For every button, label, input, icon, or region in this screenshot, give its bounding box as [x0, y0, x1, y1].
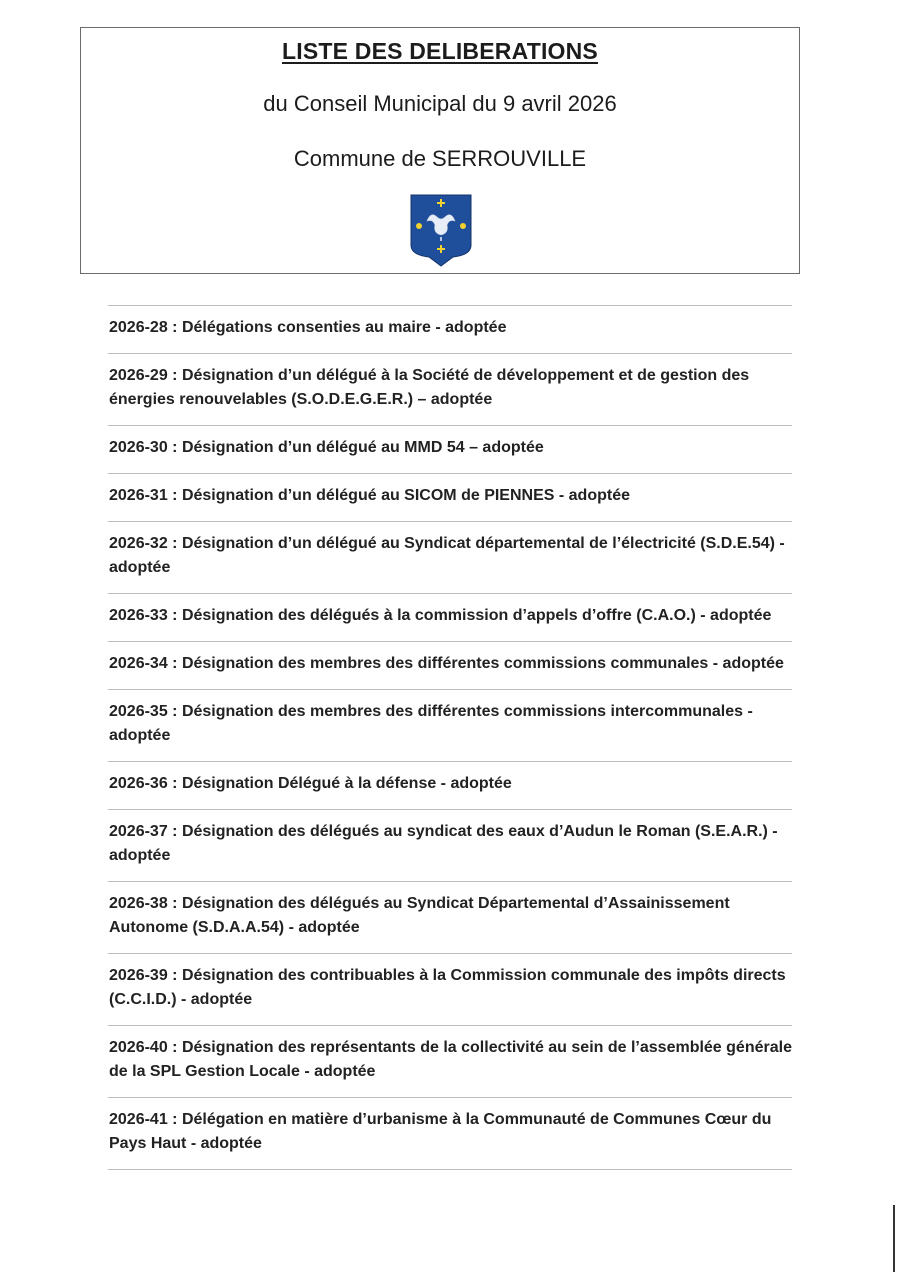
deliberation-item [108, 762, 792, 809]
coat-of-arms-icon [409, 193, 473, 267]
deliberation-text: 2026-35 : Désignation des membres des différentes commissions intercommunales - adoptée [109, 703, 753, 744]
commune-name: Commune de SERROUVILLE [293, 146, 587, 171]
document-title: LISTE DES DELIBERATIONS [282, 38, 598, 64]
deliberation-text: 2026-33 : Désignation des délégués à la commission d’appels d’offre (C.A.O.) - adoptée [109, 607, 772, 624]
council-date: du Conseil Municipal du 9 avril 2026 [263, 91, 617, 116]
deliberation-item [108, 810, 792, 881]
deliberation-item [108, 522, 792, 593]
deliberation-text: 2026-39 : Désignation des contribuables à la Commission communale des impôts directs (C.C.I.D.) - adoptée [109, 967, 786, 1008]
deliberation-item [108, 882, 792, 953]
deliberation-text: 2026-38 : Désignation des délégués au Syndicat Départemental d’Assainissement Autonome (S.D.A.A.54) - adoptée [109, 895, 730, 936]
deliberation-text: 2026-30 : Désignation d’un délégué au MMD 54 – adoptée [109, 439, 544, 456]
divider [108, 1169, 792, 1170]
deliberation-item [108, 1098, 792, 1169]
deliberation-item [108, 306, 792, 353]
header-box [80, 27, 800, 274]
deliberation-text: 2026-32 : Désignation d’un délégué au Syndicat départemental de l’électricité (S.D.E.54) - adoptée [109, 535, 785, 576]
deliberation-text: 2026-37 : Désignation des délégués au syndicat des eaux d’Audun le Roman (S.E.A.R.) - adoptée [109, 823, 778, 864]
deliberation-item [108, 594, 792, 641]
deliberation-item [108, 426, 792, 473]
deliberation-item [108, 1026, 792, 1097]
deliberation-item [108, 954, 792, 1025]
deliberation-text: 2026-40 : Désignation des représentants de la collectivité au sein de l’assemblée générale de la SPL Gestion Locale - adoptée [109, 1039, 792, 1080]
deliberation-text: 2026-28 : Délégations consenties au maire - adoptée [109, 319, 507, 336]
deliberation-list [108, 305, 792, 1170]
deliberation-text: 2026-41 : Délégation en matière d’urbanisme à la Communauté de Communes Cœur du Pays Haut - adoptée [109, 1111, 772, 1152]
deliberation-item [108, 354, 792, 425]
deliberation-item [108, 690, 792, 761]
deliberation-item [108, 642, 792, 689]
deliberation-text: 2026-31 : Désignation d’un délégué au SICOM de PIENNES - adoptée [109, 487, 630, 504]
scan-edge [893, 1205, 895, 1272]
deliberation-text: 2026-34 : Désignation des membres des différentes commissions communales - adoptée [109, 655, 784, 672]
deliberation-text: 2026-36 : Désignation Délégué à la défense - adoptée [109, 775, 512, 792]
deliberation-text: 2026-29 : Désignation d’un délégué à la Société de développement et de gestion des énergies renouvelables (S.O.D.E.G.E.R.) – adoptée [109, 367, 750, 408]
deliberation-item [108, 474, 792, 521]
